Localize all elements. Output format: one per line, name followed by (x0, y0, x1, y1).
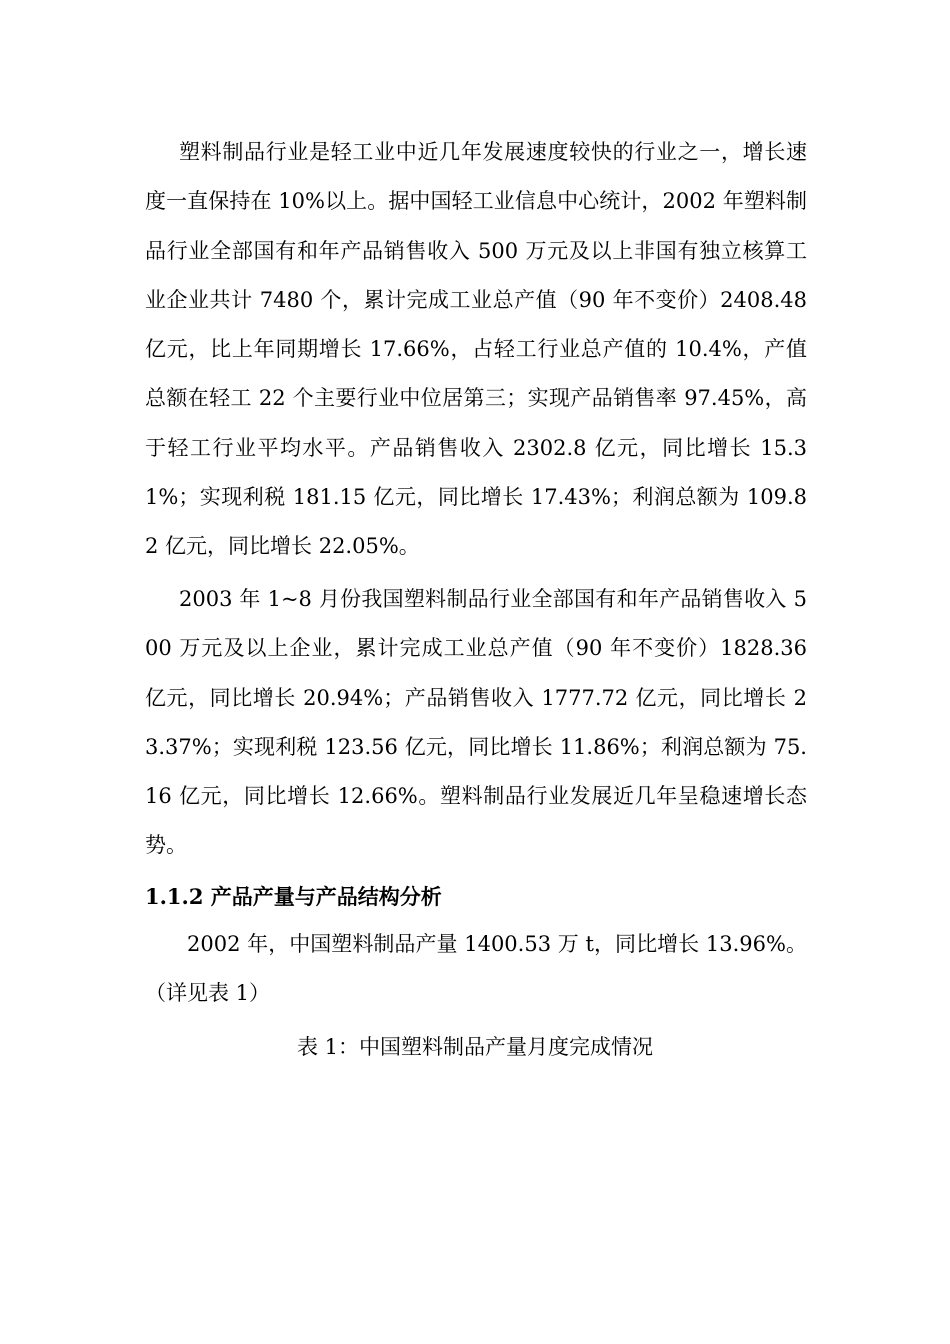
paragraph-production-volume: 2002 年，中国塑料制品产量 1400.53 万 t，同比增长 13.96%。（详见表 1） (145, 932, 807, 1006)
section-heading: 1.1.2 产品产量与产品结构分析 (145, 884, 442, 909)
paragraph-2003-statistics: 2003 年 1~8 月份我国塑料制品行业全部国有和年产品销售收入 500 万元及以上企业，累计完成工业总产值（90 年不变价）1828.36 亿元，同比增长 20.94%；产品销售收入 1777.72 亿元，同比增长 23.37%；实现利税 123.56 亿元，同比增长 11.86%；利润总额为 75.16 亿元，同比增长 12.66%。塑料制品行业发展近几年呈稳速增长态势。 (145, 587, 807, 858)
table-caption: 表 1：中国塑料制品产量月度完成情况 (296, 1035, 654, 1059)
paragraph-industry-overview: 塑料制品行业是轻工业中近几年发展速度较快的行业之一，增长速度一直保持在 10%以上。据中国轻工业信息中心统计，2002 年塑料制品行业全部国有和年产品销售收入 500 万元及以上非国有独立核算工业企业共计 7480 个，累计完成工业总产值（90 年不变价）2408.48 亿元，比上年同期增长 17.66%，占轻工行业总产值的 10.4%，产值总额在轻工 22 个主要行业中位居第三；实现产品销售率 97.45%，高于轻工行业平均水平。产品销售收入 2302.8 亿元，同比增长 15.31%；实现利税 181.15 亿元，同比增长 17.43%；利润总额为 109.82 亿元，同比增长 22.05%。 (145, 140, 807, 559)
